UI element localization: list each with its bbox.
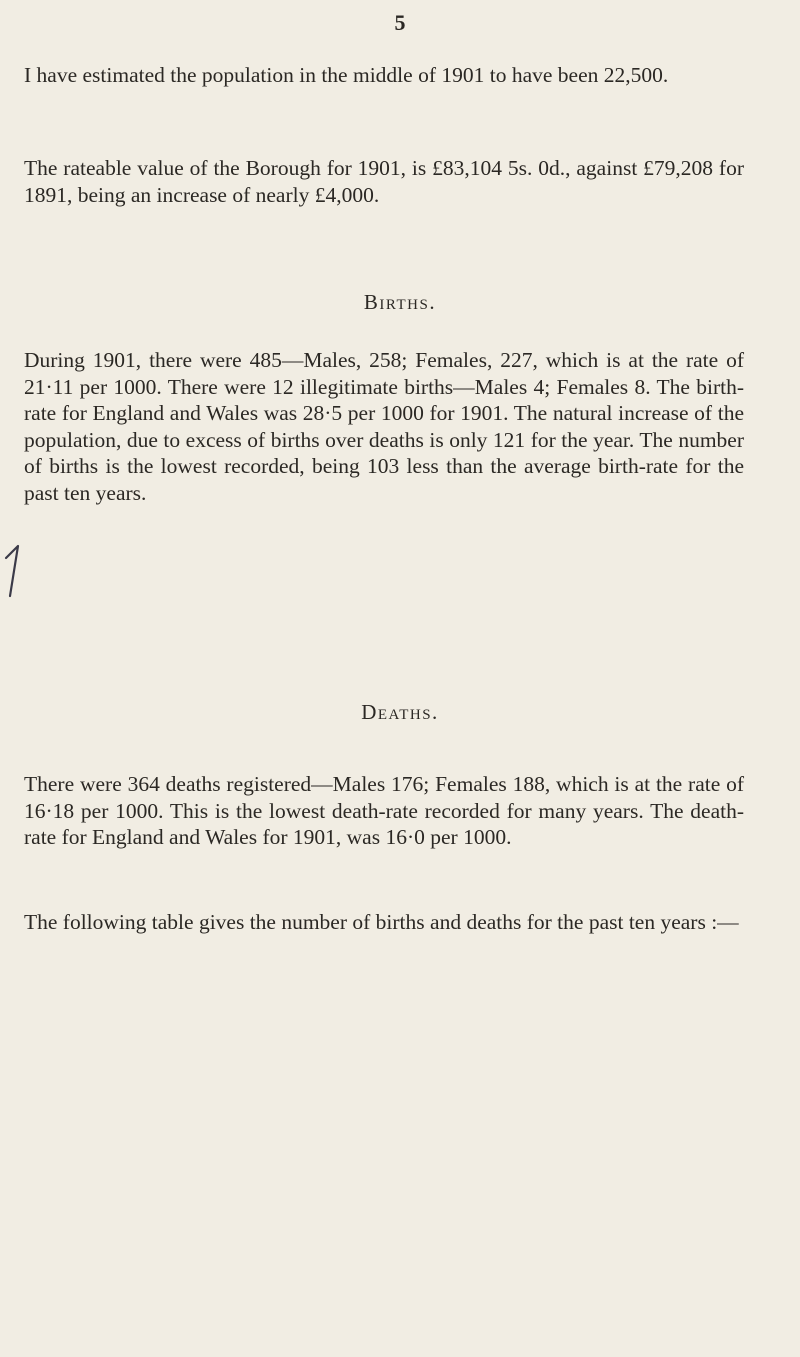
deaths-paragraph: There were 364 deaths registered—Males 176; Females 188, which is at the rate of 16·18 per 1000. This is the lowest death-rate recorded for many years. The death-rate for England and Wales for 1901, was 16·0 per 1000. (24, 772, 744, 849)
page-number: 5 (394, 10, 406, 35)
rateable-value-paragraph: The rateable value of the Borough for 1901, is £83,104 5s. 0d., against £79,208 for 1891, being an increase of nearly £4,000. (24, 156, 744, 207)
table-intro-paragraph: The following table gives the number of births and deaths for the past ten years :— (24, 910, 739, 934)
births-heading: Births. (363, 290, 437, 314)
births-paragraph: During 1901, there were 485—Males, 258; Females, 227, which is at the rate of 21·11 per 1000. There were 12 illegitimate births—Males 4; Females 8. The birth-rate for England and Wales was 28·5 per 1000 for 1901. The natural increase of the population, due to excess of births over deaths is only 121 for the year. The number of births is the lowest recorded, being 103 less than the average birth-rate for the past ten years. (24, 348, 744, 505)
deaths-heading: Deaths. (361, 700, 439, 724)
population-paragraph: I have estimated the population in the middle of 1901 to have been 22,500. (24, 63, 669, 87)
margin-pencil-mark (4, 538, 22, 604)
